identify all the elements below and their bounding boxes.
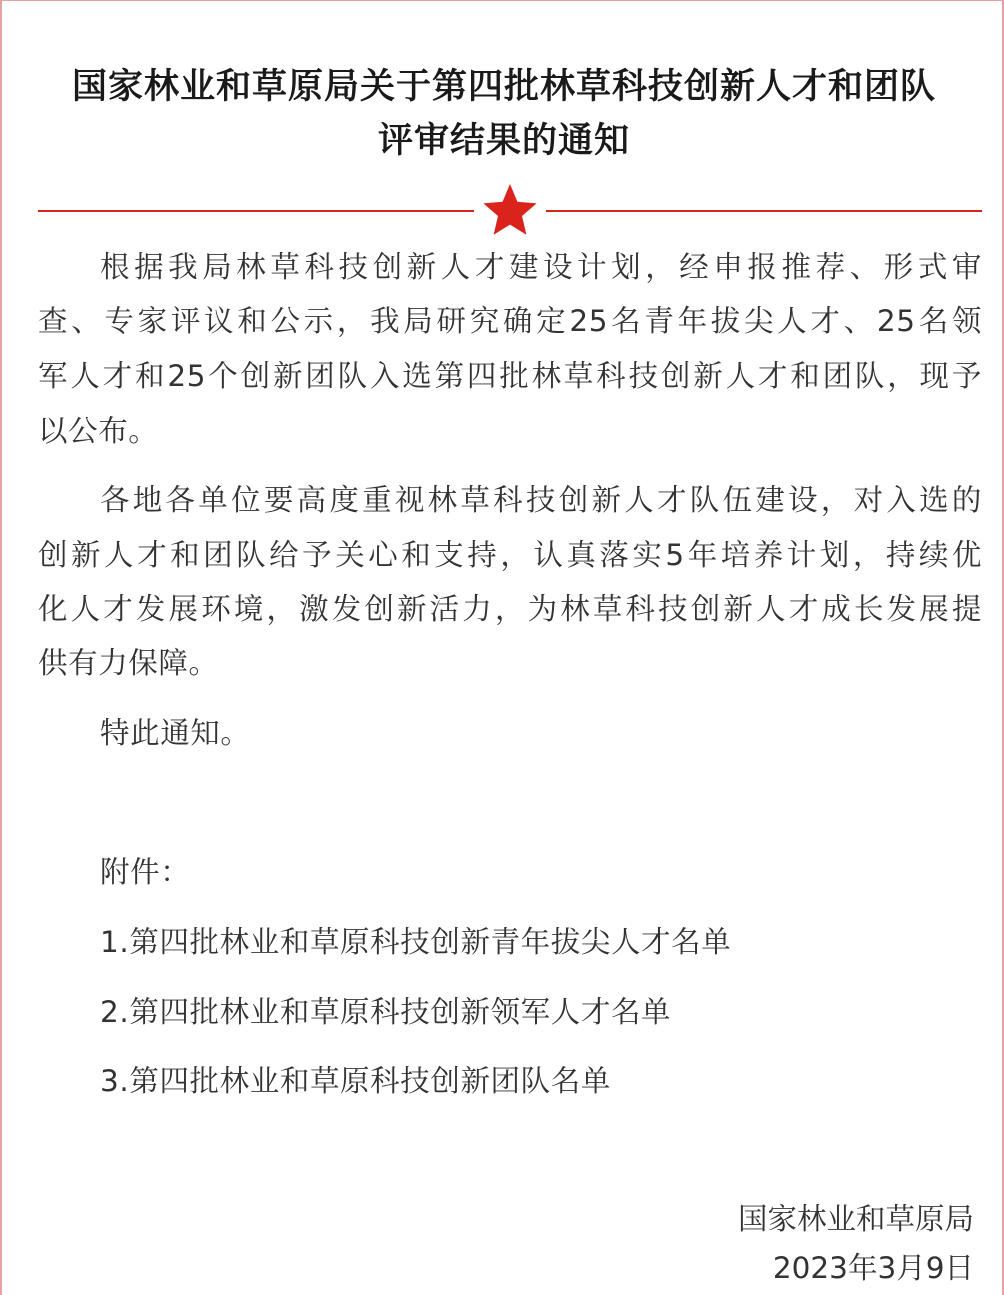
notice-title-line2: 评审结果的通知 [377, 121, 630, 161]
red-star-icon [483, 184, 536, 235]
attachment-item-2[interactable]: 2.第四批林业和草原科技创新领军人才名单 [100, 995, 672, 1029]
paragraph2-line4: 供有力保障。 [38, 646, 219, 680]
attachment-item-3[interactable]: 3.第四批林业和草原科技创新团队名单 [100, 1064, 611, 1098]
paragraph1-line1: 根据我局林草科技创新人才建设计划，经申报推荐、形式审 [100, 250, 982, 284]
notice-title-line1: 国家林业和草原局关于第四批林草科技创新人才和团队 [71, 67, 936, 107]
issue-date: 2023年3月9日 [772, 1251, 974, 1285]
closing-text: 特此通知。 [100, 716, 251, 750]
paragraph1-line4: 以公布。 [38, 414, 159, 448]
paragraph1-line2: 查、专家评议和公示，我局研究确定25名青年拔尖人才、25名领 [38, 304, 982, 338]
paragraph1-line3: 军人才和25个创新团队入选第四批林草科技创新人才和团队，现予 [38, 359, 982, 393]
issuer-name: 国家林业和草原局 [737, 1202, 974, 1236]
attachments-label: 附件： [100, 855, 191, 889]
title-divider [38, 181, 982, 245]
paragraph2-line3: 化人才发展环境，激发创新活力，为林草科技创新人才成长发展提 [38, 592, 982, 626]
paragraph2-line2: 创新人才和团队给予关心和支持，认真落实5年培养计划，持续优 [38, 538, 982, 572]
paragraph2-line1: 各地各单位要高度重视林草科技创新人才队伍建设，对入选的 [100, 483, 982, 517]
attachment-item-1[interactable]: 1.第四批林业和草原科技创新青年拔尖人才名单 [100, 925, 732, 959]
